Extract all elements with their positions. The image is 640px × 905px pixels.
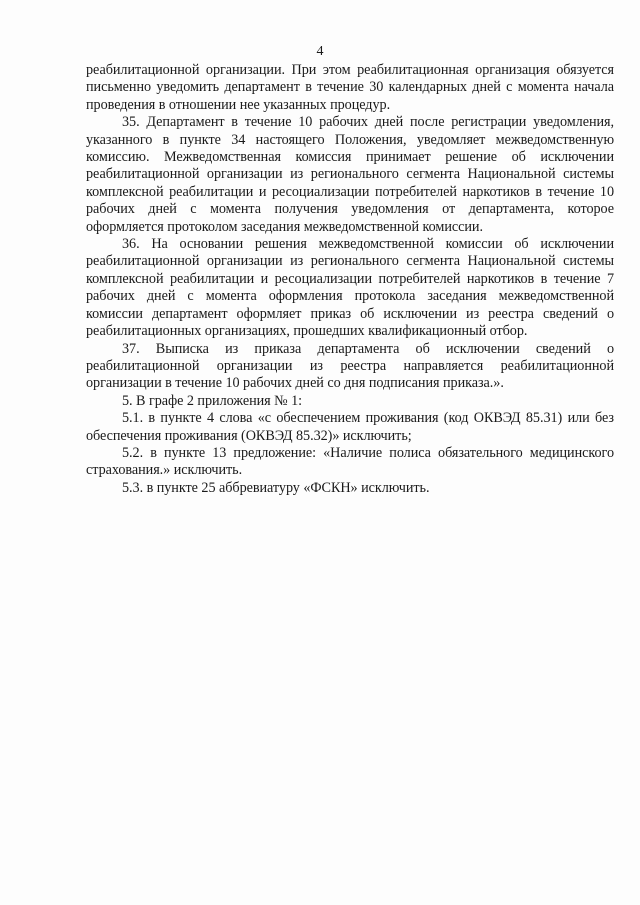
- paragraph-5-1: 5.1. в пункте 4 слова «с обеспечением проживания (код ОКВЭД 85.31) или без обеспечения проживания (ОКВЭД 85.32)» исключить;: [86, 410, 614, 444]
- paragraph-36: 36. На основании решения межведомственной комиссии об исключении реабилитационной организации из регионального сегмента Национальной системы комплексной реабилитации и ресоциализации потребителей наркотиков в течение 7 рабочих дней с момента оформления протокола заседания межведомственной комиссии департамент оформляет приказ об исключении из реестра сведений о реабилитационных организациях, прошедших квалификационный отбор.: [86, 236, 614, 340]
- paragraph-35: 35. Департамент в течение 10 рабочих дней после регистрации уведомления, указанного в пункте 34 настоящего Положения, уведомляет межведомственную комиссию. Межведомственная комиссия принимает решение об исключении реабилитационной организации из регионального сегмента Национальной системы комплексной реабилитации и ресоциализации потребителей наркотиков в течение 10 рабочих дней с момента получения уведомления от департамента, которое оформляется протоколом заседания межведомственной комиссии.: [86, 114, 614, 235]
- paragraph-5-3: 5.3. в пункте 25 аббревиатуру «ФСКН» исключить.: [122, 479, 430, 496]
- document-body: [86, 62, 614, 497]
- paragraph-5: 5. В графе 2 приложения № 1:: [122, 392, 303, 409]
- paragraph-37: 37. Выписка из приказа департамента об исключении сведений о реабилитационной организации из реестра направляется реабилитационной организации в течение 10 рабочих дней со дня подписания приказа.».: [86, 340, 614, 392]
- paragraph-5-2: 5.2. в пункте 13 предложение: «Наличие полиса обязательного медицинского страхования.» исключить.: [86, 444, 614, 479]
- page-number: 4: [316, 44, 324, 59]
- paragraph-continuation: реабилитационной организации. При этом реабилитационная организация обязуется письменно уведомить департамент в течение 30 календарных дней с момента начала проведения в отношении нее указанных процедур.: [86, 62, 614, 113]
